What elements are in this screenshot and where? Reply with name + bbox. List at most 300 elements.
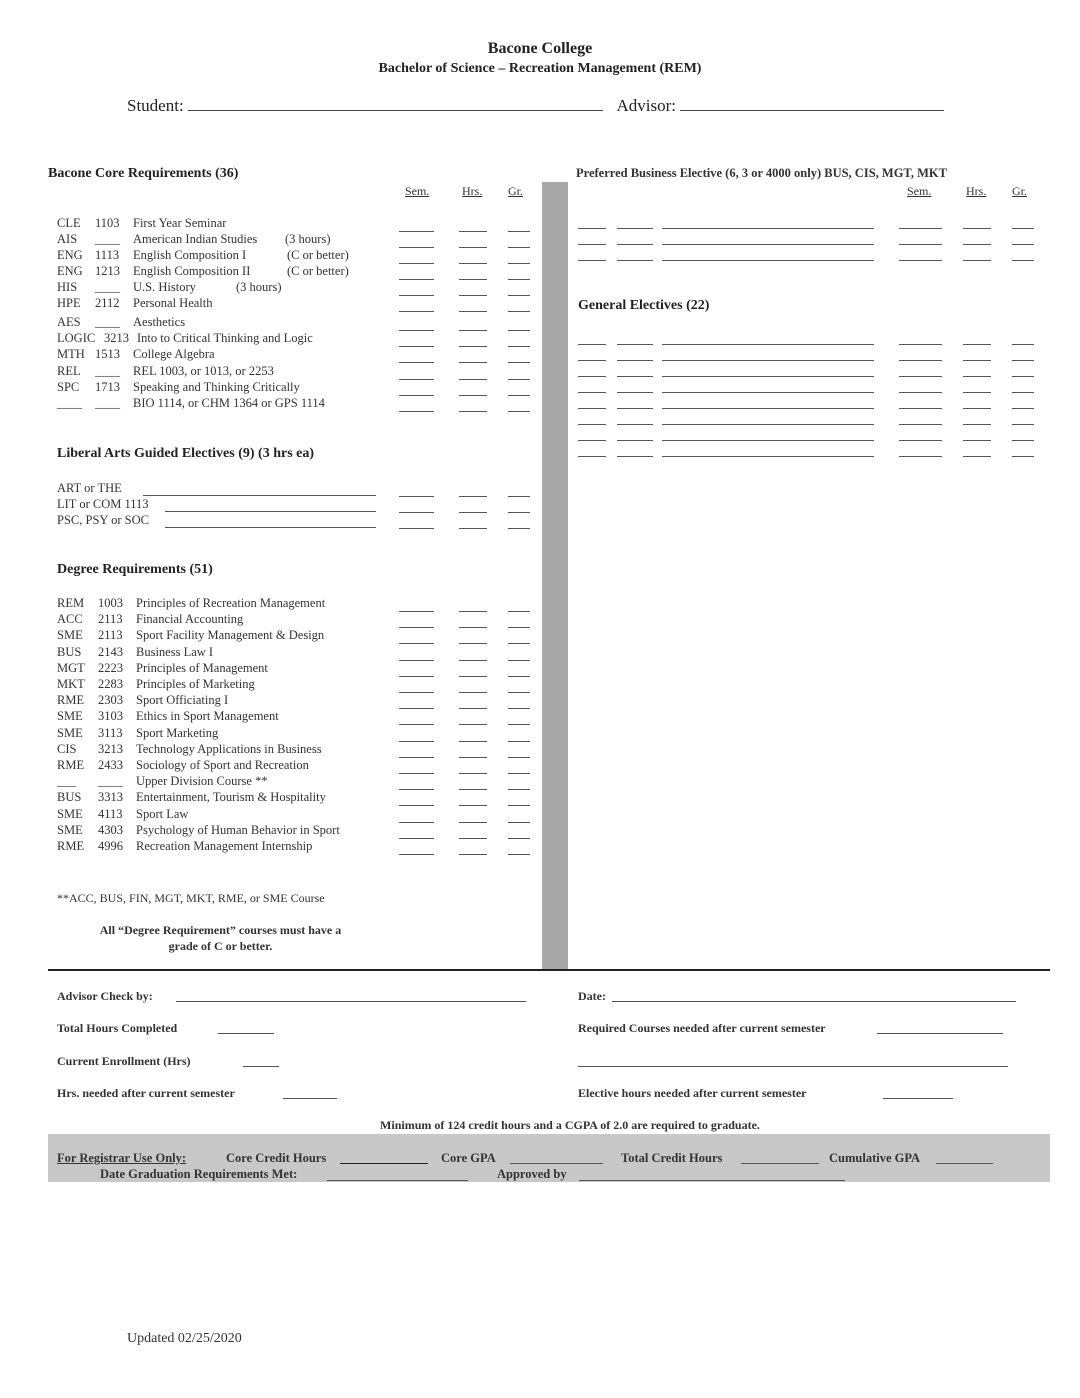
course-dept: CIS bbox=[57, 741, 77, 756]
course-name: Technology Applications in Business bbox=[136, 741, 322, 756]
course-name: Psychology of Human Behavior in Sport bbox=[136, 822, 340, 837]
core-sem-header: Sem. bbox=[405, 184, 430, 198]
dept-field[interactable] bbox=[578, 424, 606, 425]
gr-field[interactable] bbox=[508, 411, 530, 412]
sem-field[interactable] bbox=[399, 789, 434, 790]
sem-field[interactable] bbox=[399, 395, 434, 396]
hrs-field[interactable] bbox=[459, 528, 487, 529]
liberal-course-field[interactable] bbox=[143, 495, 376, 496]
dept-field[interactable] bbox=[578, 392, 606, 393]
gr-field[interactable] bbox=[1012, 228, 1034, 229]
course-name-field[interactable] bbox=[662, 360, 874, 361]
hrs-field[interactable] bbox=[459, 838, 487, 839]
hrs-field[interactable] bbox=[459, 279, 487, 280]
number-field[interactable] bbox=[617, 228, 653, 229]
course-name: Principles of Recreation Management bbox=[136, 596, 326, 610]
sem-field[interactable] bbox=[399, 741, 434, 742]
course-dept: AIS bbox=[57, 232, 78, 246]
advisor-label: Advisor: bbox=[616, 96, 676, 115]
hrs-field[interactable] bbox=[459, 805, 487, 806]
course-dept: ENG bbox=[57, 248, 83, 262]
hrs-field[interactable] bbox=[459, 411, 487, 412]
sem-field[interactable] bbox=[899, 376, 942, 377]
course-number: 3103 bbox=[98, 709, 123, 724]
course-name: English Composition II bbox=[133, 264, 251, 278]
sem-field[interactable] bbox=[899, 440, 942, 441]
sem-field[interactable] bbox=[399, 330, 434, 331]
section-rule bbox=[48, 969, 1050, 971]
hrs-field[interactable] bbox=[459, 330, 487, 331]
gr-field[interactable] bbox=[1012, 360, 1034, 361]
sem-field[interactable] bbox=[399, 676, 434, 677]
course-number: 4113 bbox=[98, 806, 123, 821]
course-number: 2143 bbox=[98, 644, 123, 659]
gr-field[interactable] bbox=[508, 611, 530, 612]
sem-field[interactable] bbox=[399, 247, 434, 248]
course-name: Sport Law bbox=[136, 806, 189, 821]
grade-note-2: grade of C or better. bbox=[168, 939, 273, 953]
current-enrollment-label: Current Enrollment (Hrs) bbox=[57, 1054, 191, 1068]
sem-field[interactable] bbox=[399, 724, 434, 725]
course-dept: REL bbox=[57, 364, 81, 378]
course-name: Aesthetics bbox=[133, 315, 186, 329]
course-name: First Year Seminar bbox=[133, 216, 227, 230]
dept-field[interactable] bbox=[578, 360, 606, 361]
number-field[interactable] bbox=[617, 392, 653, 393]
gr-field[interactable] bbox=[508, 854, 530, 855]
liberal-course-field[interactable] bbox=[165, 527, 376, 528]
date-field[interactable] bbox=[612, 1001, 1016, 1002]
core-gpa-field[interactable] bbox=[510, 1163, 603, 1164]
hrs-field[interactable] bbox=[963, 260, 991, 261]
sem-field[interactable] bbox=[399, 708, 434, 709]
course-number: 2303 bbox=[98, 693, 123, 708]
sem-field[interactable] bbox=[399, 660, 434, 661]
course-name-field[interactable] bbox=[662, 244, 874, 245]
gr-field[interactable] bbox=[1012, 376, 1034, 377]
course-number: 3313 bbox=[98, 790, 123, 805]
hrs-needed-label: Hrs. needed after current semester bbox=[57, 1086, 235, 1100]
sem-field[interactable] bbox=[399, 528, 434, 529]
course-number: 2112 bbox=[95, 296, 120, 310]
date-label: Date: bbox=[578, 989, 606, 1003]
number-field[interactable] bbox=[617, 424, 653, 425]
hrs-field[interactable] bbox=[459, 395, 487, 396]
course-dept: SME bbox=[57, 806, 83, 821]
course-dept: ___ bbox=[57, 774, 76, 789]
liberal-course-field[interactable] bbox=[165, 511, 376, 512]
gr-field[interactable] bbox=[508, 692, 530, 693]
sem-field[interactable] bbox=[399, 643, 434, 644]
course-note: (3 hours) bbox=[236, 280, 282, 294]
course-name: Sport Facility Management & Design bbox=[136, 628, 325, 643]
course-name-field[interactable] bbox=[662, 440, 874, 441]
gr-field[interactable] bbox=[1012, 392, 1034, 393]
hrs-field[interactable] bbox=[459, 611, 487, 612]
date-met-label: Date Graduation Requirements Met: bbox=[100, 1167, 298, 1181]
right-sem-header: Sem. bbox=[907, 184, 932, 198]
number-field[interactable] bbox=[617, 376, 653, 377]
course-number: 3213 bbox=[98, 741, 123, 756]
sem-field[interactable] bbox=[399, 311, 434, 312]
course-note: (C or better) bbox=[287, 264, 349, 278]
sem-field[interactable] bbox=[399, 231, 434, 232]
course-name: English Composition I bbox=[133, 248, 247, 262]
approved-by-label: Approved by bbox=[497, 1167, 567, 1181]
hrs-field[interactable] bbox=[963, 376, 991, 377]
course-number: 1513 bbox=[95, 347, 120, 361]
hrs-field[interactable] bbox=[459, 854, 487, 855]
sem-field[interactable] bbox=[399, 512, 434, 513]
hrs-field[interactable] bbox=[459, 692, 487, 693]
course-name-field[interactable] bbox=[662, 424, 874, 425]
sem-field[interactable] bbox=[399, 611, 434, 612]
sem-field[interactable] bbox=[899, 260, 942, 261]
course-number: 2113 bbox=[98, 628, 123, 643]
elective-hours-label: Elective hours needed after current semester bbox=[578, 1086, 807, 1100]
liberal-course-label: ART or THE bbox=[57, 481, 122, 495]
sem-field[interactable] bbox=[399, 411, 434, 412]
right-hrs-header: Hrs. bbox=[966, 184, 987, 198]
course-number: ____ bbox=[95, 396, 120, 410]
student-field[interactable] bbox=[188, 96, 603, 111]
course-name: Personal Health bbox=[133, 296, 213, 310]
course-dept: MTH bbox=[57, 347, 85, 361]
course-dept: ACC bbox=[57, 612, 83, 627]
gr-field[interactable] bbox=[1012, 408, 1034, 409]
course-dept: MGT bbox=[57, 660, 85, 675]
course-name: Sport Marketing bbox=[136, 725, 219, 740]
course-name-field[interactable] bbox=[662, 408, 874, 409]
hrs-field[interactable] bbox=[963, 392, 991, 393]
sem-field[interactable] bbox=[899, 244, 942, 245]
gr-field[interactable] bbox=[508, 231, 530, 232]
dept-field[interactable] bbox=[578, 260, 606, 261]
course-dept: SME bbox=[57, 725, 83, 740]
hrs-needed-field[interactable] bbox=[283, 1098, 337, 1099]
sem-field[interactable] bbox=[899, 392, 942, 393]
gr-field[interactable] bbox=[508, 838, 530, 839]
dept-field[interactable] bbox=[578, 408, 606, 409]
hrs-field[interactable] bbox=[459, 627, 487, 628]
course-name: American Indian Studies bbox=[133, 232, 258, 246]
hrs-field[interactable] bbox=[459, 708, 487, 709]
hrs-field[interactable] bbox=[459, 379, 487, 380]
course-dept: BUS bbox=[57, 644, 82, 659]
sem-field[interactable] bbox=[399, 496, 434, 497]
gr-field[interactable] bbox=[508, 362, 530, 363]
course-number: 2223 bbox=[98, 660, 123, 675]
course-name: Recreation Management Internship bbox=[136, 839, 313, 853]
hrs-field[interactable] bbox=[963, 244, 991, 245]
course-name: College Algebra bbox=[133, 347, 215, 361]
sem-field[interactable] bbox=[399, 627, 434, 628]
registrar-use-only: For Registrar Use Only: bbox=[57, 1151, 187, 1165]
course-dept: SPC bbox=[57, 380, 80, 394]
course-number: 1003 bbox=[98, 596, 123, 610]
gr-field[interactable] bbox=[508, 496, 530, 497]
course-number: 4996 bbox=[98, 839, 123, 853]
course-name: Ethics in Sport Management bbox=[136, 709, 279, 724]
gr-field[interactable] bbox=[508, 627, 530, 628]
hrs-field[interactable] bbox=[459, 512, 487, 513]
course-number: ____ bbox=[95, 315, 120, 329]
core-gr-header: Gr. bbox=[508, 184, 523, 198]
current-enrollment-field[interactable] bbox=[243, 1066, 279, 1067]
gr-field[interactable] bbox=[508, 379, 530, 380]
course-note: (C or better) bbox=[287, 248, 349, 262]
course-dept: SME bbox=[57, 628, 83, 643]
course-dept: HIS bbox=[57, 280, 78, 294]
gr-field[interactable] bbox=[508, 822, 530, 823]
course-number: 2283 bbox=[98, 677, 123, 691]
hrs-field[interactable] bbox=[459, 757, 487, 758]
sem-field[interactable] bbox=[399, 379, 434, 380]
gr-field[interactable] bbox=[1012, 244, 1034, 245]
date-met-field[interactable] bbox=[327, 1180, 468, 1181]
sem-field[interactable] bbox=[899, 424, 942, 425]
gr-field[interactable] bbox=[508, 330, 530, 331]
course-number: ____ bbox=[95, 232, 120, 246]
course-number: 1103 bbox=[95, 216, 120, 230]
gr-field[interactable] bbox=[508, 789, 530, 790]
course-number: 2113 bbox=[98, 612, 123, 627]
course-dept: RME bbox=[57, 839, 85, 853]
course-dept: SME bbox=[57, 822, 83, 837]
total-hours-field[interactable] bbox=[218, 1033, 274, 1034]
column-divider bbox=[542, 182, 568, 971]
gr-field[interactable] bbox=[1012, 344, 1034, 345]
course-number: ____ bbox=[98, 774, 123, 789]
elective-hours-field[interactable] bbox=[883, 1098, 953, 1099]
course-name: Principles of Marketing bbox=[136, 677, 255, 691]
hrs-field[interactable] bbox=[459, 660, 487, 661]
sem-field[interactable] bbox=[399, 854, 434, 855]
gr-field[interactable] bbox=[508, 311, 530, 312]
sem-field[interactable] bbox=[899, 456, 942, 457]
hrs-field[interactable] bbox=[459, 231, 487, 232]
gr-field[interactable] bbox=[508, 805, 530, 806]
course-name-field[interactable] bbox=[662, 228, 874, 229]
core-credit-label: Core Credit Hours bbox=[226, 1151, 327, 1165]
course-dept: ENG bbox=[57, 264, 83, 278]
degree-title: Degree Requirements (51) bbox=[57, 562, 213, 577]
course-dept: RME bbox=[57, 693, 85, 708]
course-name-field[interactable] bbox=[662, 456, 874, 457]
course-name: Financial Accounting bbox=[136, 612, 244, 627]
course-dept: LOGIC bbox=[57, 331, 96, 345]
grade-note-1: All “Degree Requirement” courses must have a bbox=[99, 923, 342, 937]
gr-field[interactable] bbox=[508, 295, 530, 296]
gr-field[interactable] bbox=[508, 741, 530, 742]
minimum-requirement: Minimum of 124 credit hours and a CGPA of 2.0 are required to graduate. bbox=[380, 1118, 760, 1132]
course-name-field[interactable] bbox=[662, 260, 874, 261]
course-name: Entertainment, Tourism & Hospitality bbox=[136, 790, 326, 805]
course-name: Into to Critical Thinking and Logic bbox=[137, 331, 313, 345]
course-name-field[interactable] bbox=[662, 344, 874, 345]
student-label: Student: bbox=[127, 96, 184, 115]
gr-field[interactable] bbox=[508, 724, 530, 725]
course-dept: RME bbox=[57, 758, 85, 772]
liberal-course-label: LIT or COM 1113 bbox=[57, 497, 149, 511]
sem-field[interactable] bbox=[399, 838, 434, 839]
business-title: Preferred Business Elective (6, 3 or 4000 only) BUS, CIS, MGT, MKT bbox=[576, 166, 947, 180]
number-field[interactable] bbox=[617, 260, 653, 261]
sem-field[interactable] bbox=[399, 692, 434, 693]
sem-field[interactable] bbox=[399, 263, 434, 264]
course-name: Sport Officiating I bbox=[136, 693, 229, 708]
course-dept: HPE bbox=[57, 296, 81, 310]
number-field[interactable] bbox=[617, 408, 653, 409]
gr-field[interactable] bbox=[1012, 260, 1034, 261]
course-number: 4303 bbox=[98, 822, 123, 837]
total-credit-field[interactable] bbox=[741, 1163, 819, 1164]
gr-field[interactable] bbox=[508, 512, 530, 513]
sem-field[interactable] bbox=[399, 773, 434, 774]
course-name: Principles of Management bbox=[136, 660, 268, 675]
gr-field[interactable] bbox=[508, 676, 530, 677]
general-title: General Electives (22) bbox=[578, 298, 710, 313]
hrs-field[interactable] bbox=[459, 822, 487, 823]
course-dept: BUS bbox=[57, 790, 82, 805]
hrs-field[interactable] bbox=[459, 789, 487, 790]
hrs-field[interactable] bbox=[459, 295, 487, 296]
number-field[interactable] bbox=[617, 440, 653, 441]
number-field[interactable] bbox=[617, 456, 653, 457]
right-gr-header: Gr. bbox=[1012, 184, 1027, 198]
course-name: U.S. History bbox=[133, 280, 196, 294]
sem-field[interactable] bbox=[899, 360, 942, 361]
course-number: ____ bbox=[95, 280, 120, 294]
course-dept: AES bbox=[57, 315, 81, 329]
course-number: ____ bbox=[95, 364, 120, 378]
liberal-course-label: PSC, PSY or SOC bbox=[57, 513, 149, 527]
course-name-field[interactable] bbox=[662, 392, 874, 393]
gr-field[interactable] bbox=[508, 346, 530, 347]
sem-field[interactable] bbox=[399, 757, 434, 758]
gr-field[interactable] bbox=[508, 395, 530, 396]
gr-field[interactable] bbox=[508, 773, 530, 774]
required-courses-label: Required Courses needed after current semester bbox=[578, 1021, 826, 1035]
hrs-field[interactable] bbox=[459, 346, 487, 347]
number-field[interactable] bbox=[617, 344, 653, 345]
course-number: 2433 bbox=[98, 758, 123, 772]
updated-date: Updated 02/25/2020 bbox=[127, 1331, 242, 1346]
course-note: (3 hours) bbox=[285, 232, 331, 246]
hrs-field[interactable] bbox=[459, 247, 487, 248]
program-title: Bachelor of Science – Recreation Management (REM) bbox=[378, 61, 702, 76]
advisor-check-field[interactable] bbox=[176, 1001, 526, 1002]
gr-field[interactable] bbox=[1012, 456, 1034, 457]
dept-field[interactable] bbox=[578, 344, 606, 345]
hrs-field[interactable] bbox=[459, 311, 487, 312]
cumulative-gpa-label: Cumulative GPA bbox=[829, 1151, 921, 1165]
gr-field[interactable] bbox=[508, 263, 530, 264]
number-field[interactable] bbox=[617, 360, 653, 361]
hrs-field[interactable] bbox=[459, 496, 487, 497]
course-name: Business Law I bbox=[136, 644, 214, 659]
hrs-field[interactable] bbox=[963, 408, 991, 409]
dept-field[interactable] bbox=[578, 376, 606, 377]
course-number: 1713 bbox=[95, 380, 120, 394]
dept-field[interactable] bbox=[578, 228, 606, 229]
approved-by-field[interactable] bbox=[579, 1180, 845, 1181]
course-name: REL 1003, or 1013, or 2253 bbox=[133, 364, 274, 378]
course-dept: SME bbox=[57, 709, 83, 724]
degree-footnote: **ACC, BUS, FIN, MGT, MKT, RME, or SME Course bbox=[57, 891, 325, 905]
gr-field[interactable] bbox=[508, 660, 530, 661]
gr-field[interactable] bbox=[508, 643, 530, 644]
course-number: 1213 bbox=[95, 264, 120, 278]
sem-field[interactable] bbox=[399, 805, 434, 806]
course-name: Sociology of Sport and Recreation bbox=[136, 758, 309, 772]
gr-field[interactable] bbox=[508, 708, 530, 709]
course-dept: MKT bbox=[57, 677, 85, 691]
hrs-field[interactable] bbox=[459, 741, 487, 742]
course-number: 3113 bbox=[98, 725, 123, 740]
course-dept: ____ bbox=[57, 396, 82, 410]
number-field[interactable] bbox=[617, 244, 653, 245]
course-dept: REM bbox=[57, 596, 85, 610]
sem-field[interactable] bbox=[899, 408, 942, 409]
total-hours-label: Total Hours Completed bbox=[57, 1021, 178, 1035]
student-advisor-line bbox=[127, 96, 944, 116]
hrs-field[interactable] bbox=[459, 773, 487, 774]
course-number: 3213 bbox=[104, 331, 129, 345]
hrs-field[interactable] bbox=[963, 424, 991, 425]
gr-field[interactable] bbox=[1012, 424, 1034, 425]
sem-field[interactable] bbox=[899, 228, 942, 229]
gr-field[interactable] bbox=[508, 528, 530, 529]
hrs-field[interactable] bbox=[963, 344, 991, 345]
hrs-field[interactable] bbox=[963, 440, 991, 441]
core-credit-field[interactable] bbox=[340, 1163, 428, 1164]
dept-field[interactable] bbox=[578, 440, 606, 441]
sem-field[interactable] bbox=[399, 279, 434, 280]
gr-field[interactable] bbox=[508, 247, 530, 248]
sem-field[interactable] bbox=[399, 346, 434, 347]
hrs-field[interactable] bbox=[459, 643, 487, 644]
hrs-field[interactable] bbox=[963, 228, 991, 229]
total-credit-label: Total Credit Hours bbox=[621, 1151, 723, 1165]
advisor-field[interactable] bbox=[680, 96, 944, 111]
sem-field[interactable] bbox=[399, 295, 434, 296]
gr-field[interactable] bbox=[508, 757, 530, 758]
hrs-field[interactable] bbox=[459, 676, 487, 677]
hrs-field[interactable] bbox=[963, 360, 991, 361]
advisor-check-label: Advisor Check by: bbox=[57, 989, 153, 1003]
hrs-field[interactable] bbox=[459, 724, 487, 725]
course-name-field[interactable] bbox=[662, 376, 874, 377]
course-name: Upper Division Course ** bbox=[136, 774, 268, 789]
dept-field[interactable] bbox=[578, 244, 606, 245]
college-title: Bacone College bbox=[487, 40, 593, 57]
sem-field[interactable] bbox=[899, 344, 942, 345]
required-courses-field-2[interactable] bbox=[578, 1066, 1008, 1067]
required-courses-field[interactable] bbox=[877, 1033, 1003, 1034]
hrs-field[interactable] bbox=[459, 263, 487, 264]
cumulative-gpa-field[interactable] bbox=[936, 1163, 993, 1164]
core-gpa-label: Core GPA bbox=[441, 1151, 496, 1165]
sem-field[interactable] bbox=[399, 362, 434, 363]
sem-field[interactable] bbox=[399, 822, 434, 823]
hrs-field[interactable] bbox=[459, 362, 487, 363]
gr-field[interactable] bbox=[508, 279, 530, 280]
hrs-field[interactable] bbox=[963, 456, 991, 457]
dept-field[interactable] bbox=[578, 456, 606, 457]
course-name: Speaking and Thinking Critically bbox=[133, 380, 300, 394]
gr-field[interactable] bbox=[1012, 440, 1034, 441]
